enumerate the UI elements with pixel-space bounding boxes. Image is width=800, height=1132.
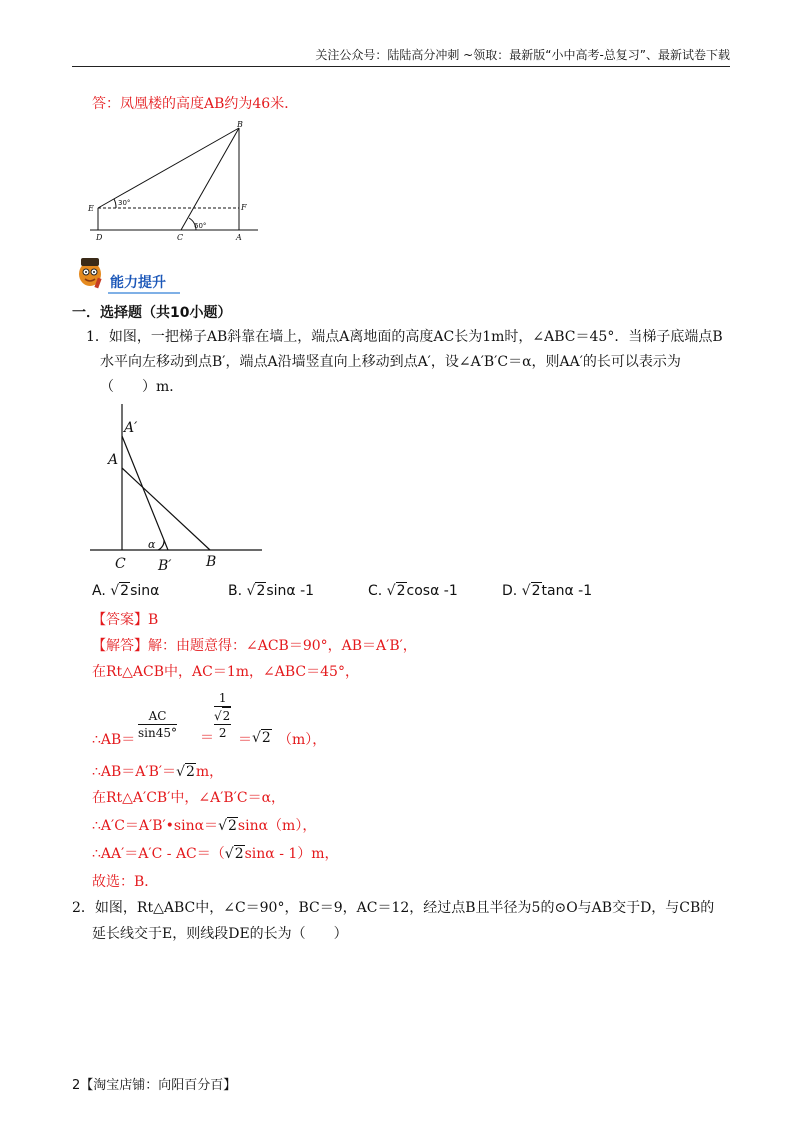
label-C: C	[177, 233, 184, 242]
q1-line2: 水平向左移动到点B′，端点A沿墙竖直向上移动到点A′，设∠A′B′C＝α，则AA′的长可以表示为	[100, 354, 681, 370]
label-E: E	[88, 204, 94, 213]
angle30-arc	[114, 199, 116, 208]
sol3-num: AC	[138, 708, 177, 725]
label-60: 60°	[194, 222, 207, 230]
sol3-pre: ∴AB＝	[92, 732, 136, 748]
sol3-sqrt2: 2	[222, 709, 231, 723]
sol6-sqrt-val: 2	[227, 818, 237, 834]
sol3-den: sin45°	[138, 726, 177, 740]
solution-line2: 在Rt△ACB中，AC＝1m，∠ABC＝45°，	[92, 664, 359, 680]
label-C: C	[115, 556, 126, 572]
ladder-figure	[88, 400, 268, 578]
sol7-sqrt: √2	[224, 846, 244, 862]
solution-line8: 故选：B．	[92, 874, 159, 890]
sol3-unit: （m），	[278, 732, 327, 748]
q1-answer: 【答案】B	[92, 612, 159, 628]
sol3-sqrt3: 2	[261, 730, 271, 746]
q1-line3: （ ）m．	[100, 379, 184, 395]
option-c-label: C.	[368, 583, 383, 599]
q2-line2: 延长线交于E，则线段DE的长为（ ）	[92, 926, 348, 942]
sight-line-c	[181, 128, 239, 230]
label-A-prime: A′	[124, 420, 138, 436]
solution-line6	[92, 816, 316, 836]
option-b-label: B.	[228, 583, 243, 599]
solution-line4	[92, 762, 223, 782]
sol3-post-eq: ＝	[238, 732, 252, 748]
tower-figure	[86, 118, 266, 246]
ladder-a-prime-b-prime	[122, 436, 168, 550]
mascot-icon	[72, 252, 108, 292]
sol7-post: sinα - 1）m，	[244, 846, 339, 862]
sol4-post: m，	[195, 764, 224, 780]
option-a[interactable]: A. √2sinα	[92, 583, 160, 599]
sol6-sqrt: √2	[218, 818, 237, 834]
sol6-pre: ∴A′C＝A′B′•sinα＝	[92, 818, 219, 834]
sol3-mid: √2	[214, 709, 231, 723]
option-d-sqrt: 2	[531, 583, 541, 599]
option-a-label: A.	[92, 583, 106, 599]
prev-answer: 答：凤凰楼的高度AB约为46米．	[92, 96, 299, 112]
label-30: 30°	[118, 199, 131, 207]
option-b-rest: sinα -1	[266, 583, 315, 599]
sol6-post: sinα（m），	[237, 818, 317, 834]
section-badge-title: 能力提升	[110, 275, 166, 291]
option-c[interactable]: C. √2cosα -1	[368, 583, 458, 599]
ladder-ab	[122, 468, 210, 550]
page-footer: 2【淘宝店铺：向阳百分百】	[72, 1078, 237, 1093]
sol3-fraction1	[138, 708, 177, 741]
sol4-sqrt: √2	[176, 764, 195, 780]
label-alpha: α	[148, 538, 156, 551]
sol7-sqrt-val: 2	[234, 846, 244, 862]
option-d-label: D.	[502, 583, 518, 599]
q1-line1: 1．如图，一把梯子AB斜靠在墙上，端点A离地面的高度AC长为1m时，∠ABC＝45°．当梯子底端点B	[86, 329, 723, 345]
sol3-den2: 2	[218, 726, 227, 740]
option-b[interactable]: B. √2sinα -1	[228, 583, 315, 599]
option-d-rest: tanα -1	[541, 583, 593, 599]
option-c-sqrt: 2	[396, 583, 406, 599]
option-d[interactable]: D. √2tanα -1	[502, 583, 593, 599]
label-B-prime: B′	[158, 558, 172, 574]
solution-line7	[92, 844, 339, 864]
sol7-pre: ∴AA′＝A′C - AC＝（	[92, 846, 225, 862]
section-badge-underline	[108, 292, 180, 294]
section-title: 一．选择题（共10小题）	[72, 305, 232, 321]
sol4-sqrt-val: 2	[185, 764, 195, 780]
solution-line5: 在Rt△A′CB′中，∠A′B′C＝α，	[92, 790, 286, 806]
alpha-arc	[158, 540, 164, 550]
sight-line-e	[98, 128, 239, 208]
option-a-sqrt: 2	[120, 583, 130, 599]
sol4-pre: ∴AB＝A′B′＝	[92, 764, 177, 780]
sol3-eq: ＝	[200, 730, 214, 746]
label-D: D	[96, 233, 103, 242]
q2-line1: 2．如图，Rt△ABC中，∠C＝90°，BC＝9，AC＝12，经过点B且半径为5的⊙O与AB交于D，与CB的	[72, 900, 715, 916]
option-a-rest: sinα	[130, 583, 160, 599]
label-A: A	[108, 452, 119, 468]
label-F: F	[241, 203, 247, 212]
sol3-top: 1	[214, 690, 231, 707]
label-A: A	[236, 233, 242, 242]
sol3-sqrt-result: √2	[252, 730, 271, 746]
option-b-sqrt: 2	[256, 583, 266, 599]
solution-line1: 【解答】解：由题意得：∠ACB＝90°，AB＝A′B′，	[92, 638, 417, 654]
page-header: 关注公众号：陆陆高分冲刺 ~领取：最新版“小中高考-总复习”、最新试卷下载	[315, 48, 730, 62]
label-B: B	[206, 554, 217, 570]
sol3-fraction2	[214, 690, 231, 741]
option-c-rest: cosα -1	[406, 583, 458, 599]
label-B: B	[237, 120, 243, 129]
header-divider	[72, 66, 730, 67]
